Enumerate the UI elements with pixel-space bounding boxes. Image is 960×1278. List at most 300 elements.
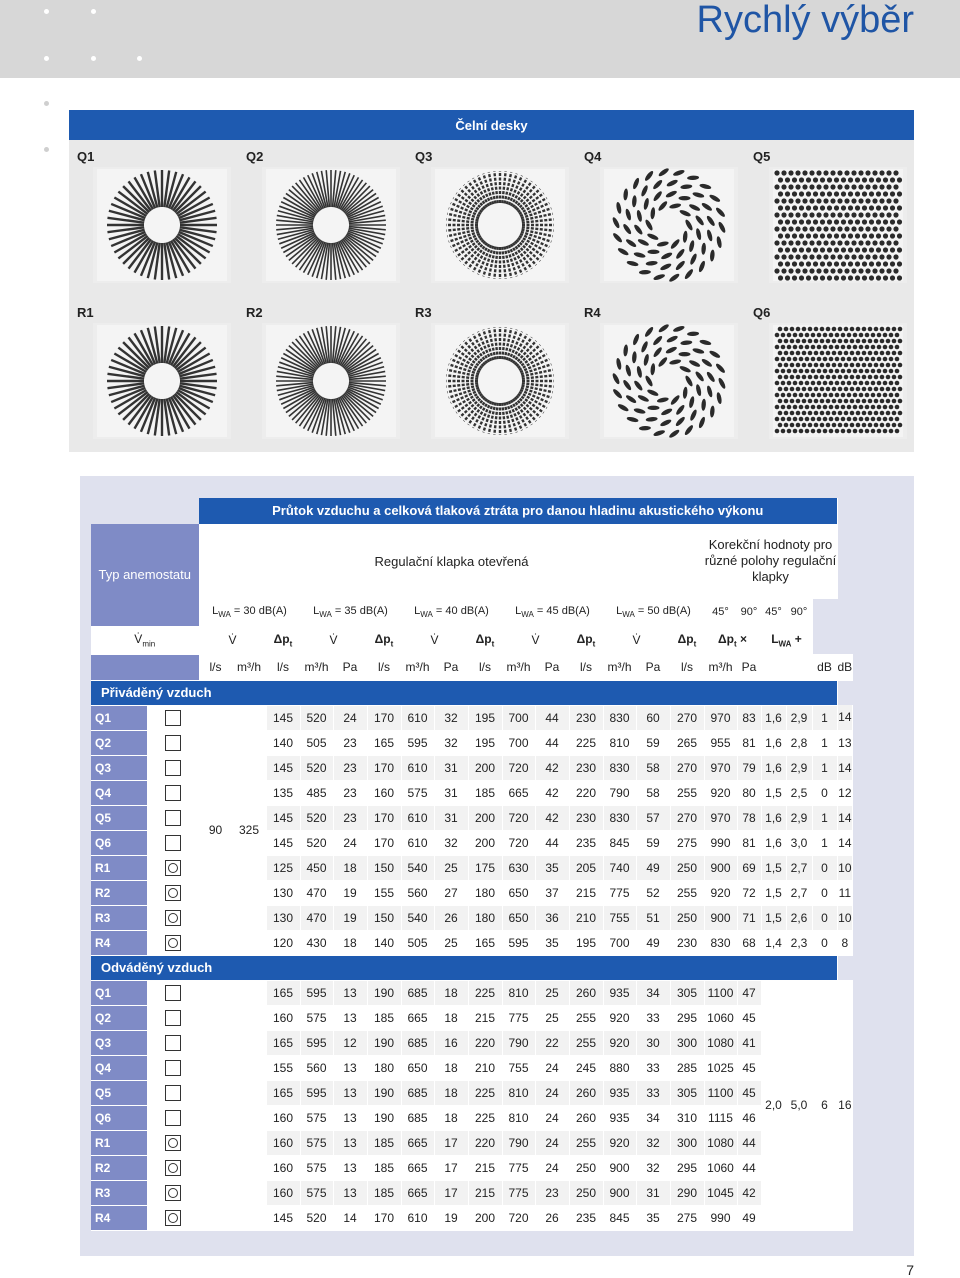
data-cell: 430 (300, 930, 333, 955)
angle-0: 45° (704, 598, 737, 626)
data-cell: 810 (603, 730, 636, 755)
data-cell: 790 (502, 1130, 535, 1155)
unit-m3h: m³/h (237, 660, 261, 674)
vmin-blank (232, 980, 266, 1230)
data-cell: 610 (401, 805, 434, 830)
faceplate-image-r1 (93, 323, 231, 439)
supply-header: Přiváděný vzduch (91, 680, 837, 705)
data-cell: 30 (636, 1030, 670, 1055)
data-cell: 41 (737, 1030, 761, 1055)
data-cell: 68 (737, 930, 761, 955)
flow-symbol (300, 626, 367, 654)
data-cell: 120 (266, 930, 300, 955)
correction-header: Korekční hodnoty pro různé polohy regulační klapky (704, 524, 837, 598)
data-cell: 1,6 (761, 705, 786, 730)
data-cell: 52 (636, 880, 670, 905)
data-cell: 1,5 (761, 780, 786, 805)
data-cell: 720 (502, 755, 535, 780)
data-cell: 845 (603, 830, 636, 855)
row-type-label: R2 (91, 880, 147, 905)
row-type-icon (147, 905, 199, 930)
data-cell: 32 (636, 1130, 670, 1155)
data-cell: 32 (434, 730, 468, 755)
data-cell: 830 (603, 755, 636, 780)
data-cell: 31 (434, 755, 468, 780)
data-cell: 18 (434, 1055, 468, 1080)
data-cell: 685 (401, 1105, 434, 1130)
data-cell: 10 (837, 855, 853, 880)
data-cell: 290 (670, 1180, 704, 1205)
data-cell: 170 (367, 755, 401, 780)
lwa-sub: WA (521, 610, 534, 620)
data-cell: 630 (502, 855, 535, 880)
data-cell: 740 (603, 855, 636, 880)
open-header-label: Regulační klapka otevřená (374, 553, 529, 569)
unit-blank (91, 654, 199, 680)
data-cell: 900 (704, 905, 737, 930)
data-cell: 185 (367, 1155, 401, 1180)
round-faceplate-icon (165, 1160, 181, 1176)
dp-symbol (367, 626, 401, 654)
data-cell: 650 (401, 1055, 434, 1080)
data-cell: 135 (266, 780, 300, 805)
data-cell: 46 (737, 1105, 761, 1130)
data-cell: 145 (266, 1205, 300, 1230)
square-faceplate-icon (165, 1060, 181, 1076)
data-cell: 935 (603, 1080, 636, 1105)
row-type-label: Q5 (91, 1080, 147, 1105)
data-cell: 1045 (704, 1180, 737, 1205)
data-cell: 845 (603, 1205, 636, 1230)
dp-sym: Δp (475, 631, 492, 646)
lwa-sub: WA (420, 610, 433, 620)
row-type-icon (147, 1080, 199, 1105)
vmin-sym: V̇ (134, 631, 143, 646)
data-cell: 230 (569, 705, 603, 730)
lwa-unit: dB(A) (662, 604, 691, 617)
data-cell: 17 (434, 1155, 468, 1180)
data-cell: 1060 (704, 1155, 737, 1180)
decor-dot (91, 9, 96, 14)
dp-sub: t (491, 639, 495, 649)
data-cell: 45 (737, 1005, 761, 1030)
faceplate-label-q3: Q3 (415, 149, 433, 164)
data-cell: 44 (535, 730, 569, 755)
data-cell: 450 (300, 855, 333, 880)
table-blank (91, 498, 199, 524)
faceplate-image-q6 (769, 323, 907, 439)
data-cell: 900 (704, 855, 737, 880)
square-faceplate-icon (165, 985, 181, 1001)
data-cell: 190 (367, 1030, 401, 1055)
faceplate-label-r2: R2 (246, 305, 263, 320)
faceplates-header: Čelní desky (69, 110, 914, 140)
unit-pa: Pa (737, 654, 761, 680)
data-cell: 610 (401, 830, 434, 855)
unit-m3h: m³/h (603, 654, 636, 680)
data-cell: 200 (468, 1205, 502, 1230)
data-cell: 25 (434, 855, 468, 880)
data-cell: 275 (670, 830, 704, 855)
lwa-unit: dB(A) (258, 604, 287, 617)
row-type-label: R2 (91, 1155, 147, 1180)
data-cell: 25 (535, 980, 569, 1005)
lwa-symbol: L (414, 604, 421, 617)
data-cell: 275 (670, 1205, 704, 1230)
lwa-sub: WA (319, 610, 332, 620)
data-cell: 990 (704, 1205, 737, 1230)
dp-symbol (670, 626, 704, 654)
lwa-level-30: $L_{WA} = 30$ dB(A) (199, 598, 300, 626)
data-cell: 1,5 (761, 880, 786, 905)
data-cell: 23 (333, 730, 367, 755)
data-cell: 300 (670, 1130, 704, 1155)
data-cell: 42 (535, 780, 569, 805)
lwa-unit: dB(A) (359, 604, 388, 617)
data-cell: 900 (603, 1180, 636, 1205)
row-type-icon (147, 930, 199, 955)
data-cell: 665 (401, 1005, 434, 1030)
data-cell: 810 (502, 1105, 535, 1130)
row-type-icon (147, 805, 199, 830)
data-cell: 685 (401, 980, 434, 1005)
data-cell: 1 (812, 705, 837, 730)
data-cell: 250 (569, 1155, 603, 1180)
data-cell: 42 (737, 1180, 761, 1205)
times-sym: × (739, 631, 747, 646)
data-cell: 185 (367, 1130, 401, 1155)
data-cell: 44 (737, 1155, 761, 1180)
unit-db: dB (837, 654, 853, 680)
data-cell: 71 (737, 905, 761, 930)
page-title: Rychlý výběr (696, 0, 914, 41)
round-faceplate-icon (165, 860, 181, 876)
data-cell: 2,9 (786, 705, 812, 730)
data-cell: 13 (333, 1155, 367, 1180)
data-cell: 920 (603, 1005, 636, 1030)
data-cell: 595 (300, 1030, 333, 1055)
type-header: Typ anemostatu (91, 524, 199, 626)
data-cell: 13 (333, 1080, 367, 1105)
row-type-label: Q4 (91, 780, 147, 805)
data-cell: 24 (535, 1130, 569, 1155)
data-cell: 18 (434, 1005, 468, 1030)
row-type-label: Q1 (91, 980, 147, 1005)
data-cell: 2,9 (786, 805, 812, 830)
data-cell: 830 (603, 805, 636, 830)
data-cell: 900 (603, 1155, 636, 1180)
data-cell: 19 (434, 1205, 468, 1230)
square-faceplate-icon (165, 1035, 181, 1051)
data-cell: 1080 (704, 1130, 737, 1155)
data-cell: 575 (300, 1130, 333, 1155)
data-cell: 1115 (704, 1105, 737, 1130)
data-cell: 1 (812, 830, 837, 855)
faceplate-label-q6: Q6 (753, 305, 771, 320)
data-cell: 0 (812, 930, 837, 955)
data-cell: 24 (333, 705, 367, 730)
data-cell: 14 (333, 1205, 367, 1230)
data-cell: 14 (837, 705, 853, 730)
data-cell: 190 (367, 1080, 401, 1105)
row-type-label: Q3 (91, 755, 147, 780)
faceplate-image-q2 (262, 167, 400, 283)
dp-times-symbol (704, 626, 761, 654)
extract-correction-value: 16 (837, 980, 853, 1230)
row-type-icon (147, 1130, 199, 1155)
data-cell: 215 (569, 880, 603, 905)
dp-sym: Δp (677, 631, 694, 646)
row-type-label: Q3 (91, 1030, 147, 1055)
data-cell: 665 (401, 1180, 434, 1205)
data-cell: 920 (704, 780, 737, 805)
flow-sym: V̇ (228, 633, 237, 647)
row-type-label: Q2 (91, 1005, 147, 1030)
data-cell: 305 (670, 980, 704, 1005)
data-cell: 165 (367, 730, 401, 755)
row-type-icon (147, 1180, 199, 1205)
data-cell: 17 (434, 1130, 468, 1155)
data-cell: 58 (636, 780, 670, 805)
data-cell: 1080 (704, 1030, 737, 1055)
data-cell: 165 (468, 930, 502, 955)
unit-pa: Pa (434, 654, 468, 680)
row-type-label: R1 (91, 1130, 147, 1155)
flow-symbol (199, 626, 266, 654)
row-type-label: R3 (91, 1180, 147, 1205)
data-cell: 650 (502, 905, 535, 930)
data-cell: 13 (333, 1130, 367, 1155)
unit-ls: l/s (199, 654, 232, 680)
lwa-symbol: L (616, 604, 623, 617)
data-cell: 195 (569, 930, 603, 955)
data-cell: 920 (603, 1130, 636, 1155)
lwa-value: 40 (445, 604, 458, 617)
dp-sym: Δp (374, 631, 391, 646)
faceplate-label-q5: Q5 (753, 149, 771, 164)
data-cell: 32 (636, 1155, 670, 1180)
data-cell: 270 (670, 705, 704, 730)
data-cell: 970 (704, 705, 737, 730)
data-cell: 13 (333, 1105, 367, 1130)
lwa-symbol: L (212, 604, 219, 617)
data-cell: 990 (704, 830, 737, 855)
data-cell: 79 (737, 755, 761, 780)
row-type-icon (147, 1055, 199, 1080)
data-cell: 250 (670, 855, 704, 880)
data-cell: 260 (569, 1080, 603, 1105)
data-cell: 31 (434, 805, 468, 830)
dpx-sub: t (733, 639, 737, 649)
data-cell: 26 (434, 905, 468, 930)
data-cell: 485 (300, 780, 333, 805)
data-cell: 470 (300, 905, 333, 930)
data-cell: 35 (535, 930, 569, 955)
data-cell: 560 (401, 880, 434, 905)
data-cell: 14 (837, 830, 853, 855)
data-cell: 285 (670, 1055, 704, 1080)
data-cell: 145 (266, 705, 300, 730)
faceplate-image-q5 (769, 167, 907, 283)
data-cell: 72 (737, 880, 761, 905)
data-cell: 145 (266, 830, 300, 855)
round-faceplate-icon (165, 1185, 181, 1201)
data-cell: 255 (569, 1005, 603, 1030)
square-faceplate-icon (165, 760, 181, 776)
table-title: Průtok vzduchu a celková tlaková ztráta pro danou hladinu akustického výkonu (199, 498, 837, 524)
data-cell: 18 (333, 855, 367, 880)
data-cell: 1 (812, 755, 837, 780)
data-cell: 595 (300, 980, 333, 1005)
data-cell: 0 (812, 855, 837, 880)
data-cell: 13 (333, 1180, 367, 1205)
angle-2: 45° (761, 598, 786, 626)
data-cell: 685 (401, 1080, 434, 1105)
data-cell: 36 (535, 905, 569, 930)
data-cell: 145 (266, 755, 300, 780)
airflow-table (91, 498, 853, 1231)
data-cell: 955 (704, 730, 737, 755)
data-cell: 160 (367, 780, 401, 805)
data-cell: 1,6 (761, 755, 786, 780)
data-cell: 44 (535, 705, 569, 730)
data-cell: 1,5 (761, 905, 786, 930)
data-cell: 12 (837, 780, 853, 805)
data-cell: 24 (535, 1080, 569, 1105)
data-cell: 575 (300, 1105, 333, 1130)
data-cell: 520 (300, 705, 333, 730)
data-cell: 305 (670, 1080, 704, 1105)
data-cell: 23 (333, 755, 367, 780)
lwa-sub: WA (622, 610, 635, 620)
data-cell: 215 (468, 1180, 502, 1205)
dp-symbol (468, 626, 502, 654)
data-cell: 165 (266, 980, 300, 1005)
data-cell: 225 (569, 730, 603, 755)
data-cell: 270 (670, 755, 704, 780)
data-cell: 42 (535, 805, 569, 830)
data-cell: 69 (737, 855, 761, 880)
data-cell: 60 (636, 705, 670, 730)
data-cell: 830 (704, 930, 737, 955)
data-cell: 775 (502, 1005, 535, 1030)
lwa-level-50: $L_{WA} = 50$ dB(A) (603, 598, 704, 626)
row-type-icon (147, 1005, 199, 1030)
round-faceplate-icon (165, 885, 181, 901)
data-cell: 230 (569, 805, 603, 830)
data-cell: 12 (333, 1030, 367, 1055)
data-cell: 26 (535, 1205, 569, 1230)
decor-dot (137, 56, 142, 61)
data-cell: 505 (300, 730, 333, 755)
faceplate-image-r2 (262, 323, 400, 439)
faceplate-label-q2: Q2 (246, 149, 264, 164)
data-cell: 8 (837, 930, 853, 955)
data-cell: 24 (333, 830, 367, 855)
data-cell: 83 (737, 705, 761, 730)
data-cell: 215 (468, 1005, 502, 1030)
data-cell: 230 (670, 930, 704, 955)
extract-header: Odváděný vzduch (91, 955, 837, 980)
data-cell: 210 (468, 1055, 502, 1080)
data-cell: 1,5 (761, 855, 786, 880)
data-cell: 0 (812, 780, 837, 805)
data-cell: 575 (300, 1180, 333, 1205)
data-cell: 57 (636, 805, 670, 830)
data-cell: 200 (468, 805, 502, 830)
row-type-label: R3 (91, 905, 147, 930)
data-cell: 49 (737, 1205, 761, 1230)
data-cell: 540 (401, 855, 434, 880)
data-cell: 260 (569, 1105, 603, 1130)
data-cell: 220 (468, 1030, 502, 1055)
row-type-icon (147, 780, 199, 805)
faceplate-label-q1: Q1 (77, 149, 95, 164)
faceplate-image-q3 (431, 167, 569, 283)
round-faceplate-icon (165, 1135, 181, 1151)
data-cell: 81 (737, 830, 761, 855)
data-cell: 520 (300, 755, 333, 780)
dp-sym: Δp (273, 631, 290, 646)
data-cell: 59 (636, 730, 670, 755)
data-cell: 2,8 (786, 730, 812, 755)
page-number: 7 (906, 1262, 914, 1278)
data-cell: 160 (266, 1005, 300, 1030)
unit-pa: Pa (333, 654, 367, 680)
data-cell: 31 (434, 780, 468, 805)
faceplates-panel (69, 110, 914, 452)
data-cell: 170 (367, 705, 401, 730)
data-cell: 34 (636, 1105, 670, 1130)
row-type-label: Q4 (91, 1055, 147, 1080)
dp-sub: t (693, 639, 697, 649)
row-type-icon (147, 1205, 199, 1230)
data-cell: 11 (837, 880, 853, 905)
unit-pa: Pa (535, 654, 569, 680)
data-cell: 155 (266, 1055, 300, 1080)
lwap-sub: WA (778, 639, 792, 649)
data-cell: 51 (636, 905, 670, 930)
data-cell: 58 (636, 755, 670, 780)
data-cell: 195 (468, 705, 502, 730)
data-cell: 19 (333, 905, 367, 930)
data-cell: 720 (502, 1205, 535, 1230)
data-cell: 230 (569, 755, 603, 780)
data-cell: 160 (266, 1105, 300, 1130)
data-cell: 13 (333, 1005, 367, 1030)
square-faceplate-icon (165, 810, 181, 826)
data-cell: 0 (812, 880, 837, 905)
data-cell: 170 (367, 805, 401, 830)
data-cell: 0 (812, 905, 837, 930)
data-cell: 13 (333, 1055, 367, 1080)
decor-dot (44, 101, 49, 106)
data-cell: 23 (333, 780, 367, 805)
data-cell: 2,6 (786, 905, 812, 930)
data-cell: 810 (502, 1080, 535, 1105)
data-cell: 140 (367, 930, 401, 955)
data-cell: 205 (569, 855, 603, 880)
data-cell: 10 (837, 905, 853, 930)
data-cell: 130 (266, 905, 300, 930)
unit-m3h-cell (232, 654, 266, 680)
data-cell: 1100 (704, 1080, 737, 1105)
data-cell: 49 (636, 930, 670, 955)
data-cell: 610 (401, 755, 434, 780)
decor-dot (44, 56, 49, 61)
faceplate-image-q1 (93, 167, 231, 283)
data-cell: 31 (636, 1180, 670, 1205)
